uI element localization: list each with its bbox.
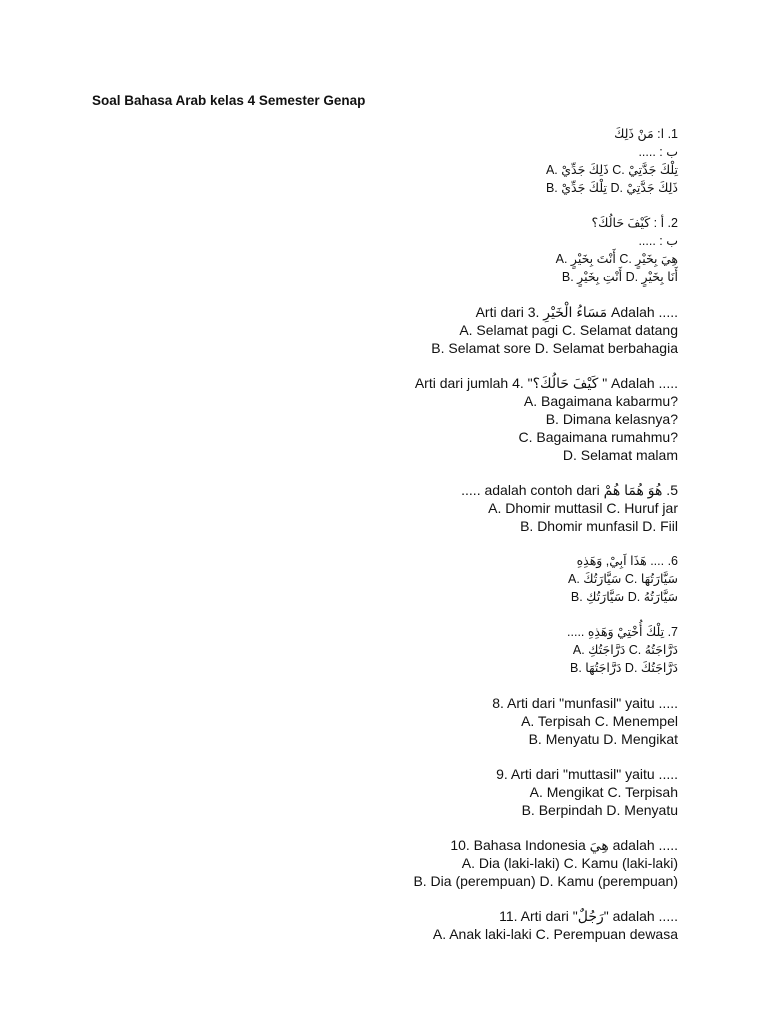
- question-10: [318, 836, 678, 890]
- question-line: 8. Arti dari "munfasil" yaitu .....: [492, 695, 678, 711]
- question-5: [318, 481, 678, 535]
- option-line: A. Mengikat C. Terpisah: [529, 784, 678, 800]
- option-line: A. سَيَّارَتُكَ C. سَيَّارَتُهَا: [568, 572, 678, 586]
- question-11: [318, 907, 678, 943]
- question-3: [318, 303, 678, 357]
- option-line: A. Selamat pagi C. Selamat datang: [459, 322, 678, 338]
- option-line: A. دَرَّاجَتُكِ C. دَرَّاجَتُهُ: [572, 643, 678, 657]
- document-title: Soal Bahasa Arab kelas 4 Semester Genap: [92, 93, 366, 108]
- option-line: B. تِلْكَ جَدِّيْ D. ذَلِكَ جَدَّتِيْ: [545, 181, 678, 195]
- question-4: [318, 374, 678, 464]
- question-1: [318, 125, 678, 197]
- question-line: 2. أ : كَيْفَ حَالُكَ؟: [591, 216, 678, 230]
- question-2: [318, 214, 678, 286]
- option-line: B. Berpindah D. Menyatu: [521, 802, 678, 818]
- question-line: ب : .....: [638, 145, 678, 159]
- question-line: 10. Bahasa Indonesia هِيَ adalah .....: [450, 837, 678, 853]
- question-line: 6. .... هَذَا اَبِيْ, وَهَذِهِ: [576, 554, 678, 568]
- question-line: 5. هُوَ هُمَا هُمْ adalah contoh dari .....: [461, 482, 678, 498]
- question-list: [318, 125, 678, 960]
- option-line: A. ذَلِكَ جَدِّيْ C. تِلْكَ جَدَّتِيْ: [545, 163, 678, 177]
- option-line: B. سَيَّارَتُكِ D. سَيَّارَتُهُ: [570, 590, 678, 604]
- option-line: A. Dia (laki-laki) C. Kamu (laki-laki): [461, 855, 678, 871]
- question-line: 11. Arti dari "رَجُلٌ" adalah .....: [499, 908, 678, 924]
- option-line: B. Selamat sore D. Selamat berbahagia: [431, 340, 678, 356]
- option-line: A. أَنْتَ بِخَيْرٍ C. هِيَ بِخَيْرٍ: [555, 252, 678, 266]
- option-line: A. Dhomir muttasil C. Huruf jar: [488, 500, 678, 516]
- option-line: B. Menyatu D. Mengikat: [528, 731, 678, 747]
- question-9: [318, 765, 678, 819]
- option-line: B. أَنْتِ بِخَيْرٍ D. أَنَا بِخَيْرٍ: [561, 270, 678, 284]
- option-line: B. Dimana kelasnya?: [545, 411, 678, 427]
- option-line: A. Anak laki-laki C. Perempuan dewasa: [432, 926, 678, 942]
- question-7: [318, 623, 678, 677]
- option-line: B. Dhomir munfasil D. Fiil: [520, 518, 678, 534]
- option-line: A. Bagaimana kabarmu?: [523, 393, 678, 409]
- question-6: [318, 552, 678, 606]
- option-line: D. Selamat malam: [562, 447, 678, 463]
- option-line: C. Bagaimana rumahmu?: [518, 429, 678, 445]
- question-line: 1. ا: مَنْ ذَلِكَ: [614, 127, 678, 141]
- question-line: ب : .....: [638, 234, 678, 248]
- option-line: A. Terpisah C. Menempel: [521, 713, 678, 729]
- question-line: 7. تِلْكَ أُخْتِيْ وَهَذِهِ .....: [567, 625, 678, 639]
- question-line: Arti dari jumlah 4. "كَيْفَ حَالُكَ؟ " Adalah .....: [414, 375, 678, 391]
- question-line: Arti dari 3. مَسَاءُ الْخَيْرِ Adalah .....: [475, 304, 678, 320]
- question-line: 9. Arti dari "muttasil" yaitu .....: [496, 766, 678, 782]
- option-line: B. دَرَّاجَتُهَا D. دَرَّاجَتُكَ: [569, 661, 678, 675]
- option-line: B. Dia (perempuan) D. Kamu (perempuan): [413, 873, 678, 889]
- question-8: [318, 694, 678, 748]
